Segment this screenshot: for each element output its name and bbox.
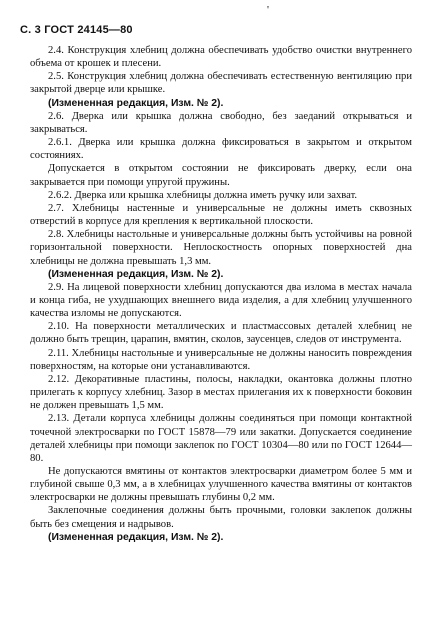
paragraph: 2.12. Декоративные пластины, полосы, накладки, окантовка должны плотно прилегать к корпусу хлебниц. Зазор в местах прилегания их к поверхности боковин не должен превышать 1,5 мм. — [30, 373, 412, 412]
paragraph: 2.13. Детали корпуса хлебницы должны соединяться при помощи контактной точечной электросварки по ГОСТ 15878—79 или закатки. Допускается соединение деталей хлебницы при помощи заклепок по ГОСТ 10304—80 или по ГОСТ 12644—80. — [30, 413, 412, 464]
paragraph: 2.9. На лицевой поверхности хлебниц допускаются два излома в местах начала и конца гиба, не ухудшающих внешнего вида изделия, а для хлебниц улучшенного качества изломы не допускаются. — [30, 281, 412, 320]
amendment-note: (Измененная редакция, Изм. № 2). — [48, 97, 224, 109]
paragraph: 2.4. Конструкция хлебниц должна обеспечивать удобство очистки внутреннего объема от крошек и плесени. — [30, 45, 412, 70]
paragraph: 2.6.2. Дверка или крышка хлебницы должна иметь ручку или захват. — [48, 189, 358, 201]
paragraph: 2.8. Хлебницы настольные и универсальные должны быть устойчивы на ровной горизонтальной поверхности. Неплоскостность опорных поверхностей дна хлебницы не должна превышать 1,3 мм. — [30, 229, 412, 267]
document-body — [30, 44, 412, 544]
paragraph: Заклепочные соединения должны быть прочными, головки заклепок должны быть без смещения и надрывов. — [30, 505, 412, 530]
page-mark: ' — [267, 4, 269, 16]
paragraph: 2.6.1. Дверка или крышка должна фиксироваться в закрытом и открытом состояниях. — [30, 137, 412, 162]
amendment-note: (Измененная редакция, Изм. № 2). — [48, 268, 224, 280]
paragraph: 2.6. Дверка или крышка должна свободно, без заеданий открываться и закрываться. — [30, 110, 412, 135]
paragraph: 2.5. Конструкция хлебниц должна обеспечивать естественную вентиляцию при закрытой дверце или крышке. — [30, 71, 412, 96]
paragraph: Допускается в открытом состоянии не фиксировать дверку, если она закрывается при помощи упругой пружины. — [30, 163, 412, 188]
paragraph: 2.7. Хлебницы настенные и универсальные не должны иметь сквозных отверстий в корпусе для крепления к вертикальной плоскости. — [30, 202, 412, 228]
paragraph: 2.10. На поверхности металлических и пластмассовых деталей хлебниц не должно быть трещин, царапин, вмятин, сколов, заусенцев, следов от инструмента. — [30, 321, 412, 346]
paragraph: Не допускаются вмятины от контактов электросварки диаметром более 5 мм и глубиной свыше 0,3 мм, а в хлебницах улучшенного качества вмятины от контактов электросварки не должны превышать глубины 0,2 мм. — [30, 466, 412, 504]
page-header: С. 3 ГОСТ 24145—80 — [20, 24, 133, 36]
amendment-note: (Измененная редакция, Изм. № 2). — [48, 531, 224, 543]
paragraph: 2.11. Хлебницы настольные и универсальные не должны наносить повреждения поверхностям, на которые они устанавливаются. — [30, 347, 412, 372]
